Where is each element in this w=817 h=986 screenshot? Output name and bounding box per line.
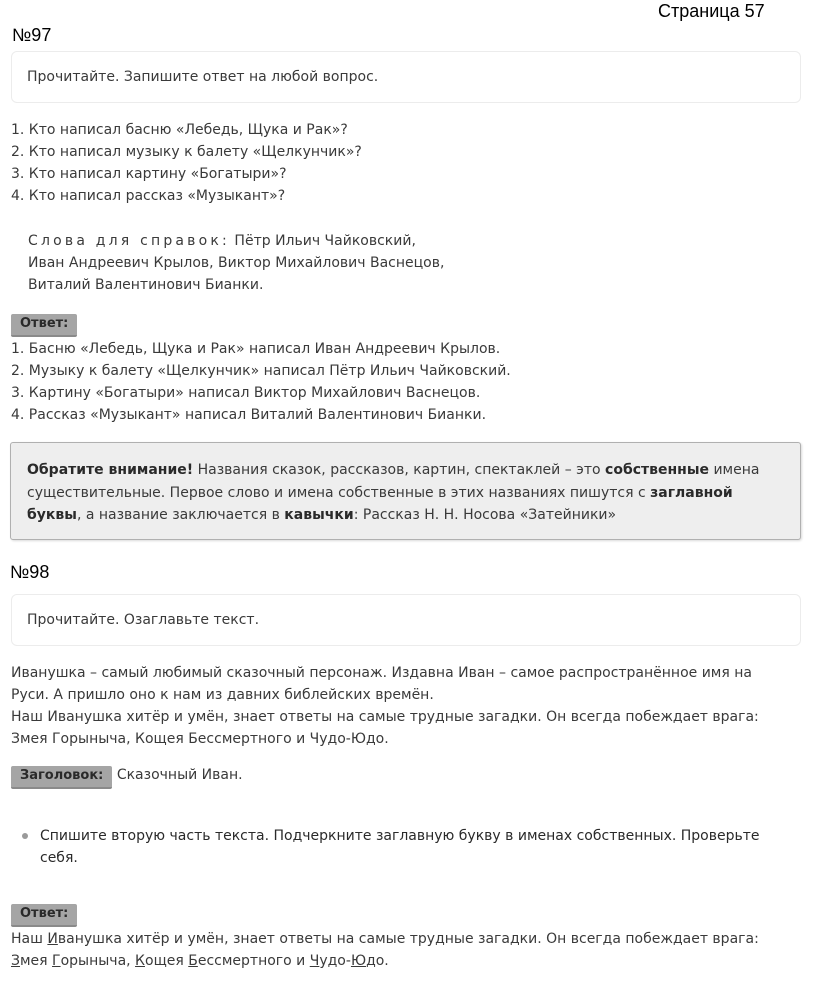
exercise-98-answer-badge xyxy=(11,902,77,927)
underlined-capital: Ю xyxy=(350,953,367,969)
exercise-97-answers xyxy=(11,338,511,426)
note-bold-2: собственные xyxy=(605,462,709,478)
note-text-2: имена существительные. Первое слово и имена собственные в этих названиях пишутся с xyxy=(27,462,760,501)
question-4: 4. Кто написал рассказ «Музыкант»? xyxy=(11,188,286,204)
note-text-1: Названия сказок, рассказов, картин, спектаклей – это xyxy=(193,462,606,478)
title-value: Сказочный Иван. xyxy=(116,767,243,783)
exercise-98-task: Прочитайте. Озаглавьте текст. xyxy=(27,612,260,628)
answer-3: 3. Картину «Богатыри» написал Виктор Михайлович Васнецов. xyxy=(11,385,481,401)
exercise-98-task-box xyxy=(11,594,801,646)
reference-line-2: Иван Андреевич Крылов, Виктор Михайлович Васнецов, xyxy=(28,255,445,271)
question-2: 2. Кто написал музыку к балету «Щелкунчик»? xyxy=(11,144,362,160)
exercise-97-number: №97 xyxy=(12,25,52,45)
answer-4: 4. Рассказ «Музыкант» написал Виталий Валентинович Бианки. xyxy=(11,407,487,423)
underlined-capital: И xyxy=(47,931,58,947)
answer-1: 1. Басню «Лебедь, Щука и Рак» написал Иван Андреевич Крылов. xyxy=(11,341,501,357)
exercise-98-answer xyxy=(11,928,759,972)
title-label: Заголовок: xyxy=(11,766,112,789)
question-3: 3. Кто написал картину «Богатыри»? xyxy=(11,166,287,182)
attention-note xyxy=(10,442,801,540)
answer-line-1 xyxy=(11,928,759,950)
reference-words xyxy=(28,230,444,296)
note-text-3: , а название заключается в xyxy=(76,507,285,523)
note-bold-1: Обратите внимание! xyxy=(27,462,194,478)
exercise-97-task: Прочитайте. Запишите ответ на любой вопрос. xyxy=(27,69,379,85)
exercise-97-answer-badge xyxy=(11,312,77,337)
text-line-4: Змея Горыныча, Кощея Бессмертного и Чудо-Юдо. xyxy=(11,731,389,747)
question-1: 1. Кто написал басню «Лебедь, Щука и Рак»? xyxy=(11,122,348,138)
note-bold-4: кавычки xyxy=(284,507,354,523)
underlined-capital: Б xyxy=(188,953,198,969)
bullet-text: Спишите вторую часть текста. Подчеркните заглавную букву в именах собственных. Проверьте себя. xyxy=(40,828,760,866)
answer-label: Ответ: xyxy=(11,314,77,337)
exercise-98-number: №98 xyxy=(10,562,50,582)
exercise-98-text xyxy=(11,662,759,750)
underlined-capital: К xyxy=(135,953,145,969)
text-line-2: Руси. А пришло оно к нам из давних библейских времён. xyxy=(11,687,434,703)
answer-text: ессмертного и xyxy=(197,953,310,969)
bullet-dot xyxy=(22,833,28,839)
answer-text: до. xyxy=(366,953,389,969)
page-number: Страница 57 xyxy=(658,1,765,21)
note-bold-3: заглавной буквы xyxy=(27,484,733,523)
underlined-capital: З xyxy=(11,953,20,969)
reference-label: Слова для справок: xyxy=(28,233,230,249)
text-line-3: Наш Иванушка хитёр и умён, знает ответы на самые трудные загадки. Он всегда побеждает врага: xyxy=(11,709,759,725)
underlined-capital: Г xyxy=(52,953,61,969)
note-text-4: : Рассказ Н. Н. Носова «Затейники» xyxy=(353,507,617,523)
exercise-97-questions xyxy=(11,119,362,207)
answer-text: ощея xyxy=(145,953,189,969)
answer-label-98: Ответ: xyxy=(11,904,77,927)
answer-text: мея xyxy=(19,953,53,969)
answer-text: Наш xyxy=(11,931,48,947)
answer-2: 2. Музыку к балету «Щелкунчик» написал Пётр Ильич Чайковский. xyxy=(11,363,511,379)
exercise-97-task-box xyxy=(11,51,801,103)
answer-text: орыныча, xyxy=(60,953,136,969)
title-row xyxy=(11,766,243,789)
answer-text: ванушка хитёр и умён, знает ответы на самые трудные загадки. Он всегда побеждает врага: xyxy=(57,931,759,947)
text-line-1: Иванушка – самый любимый сказочный персонаж. Издавна Иван – самое распространённое имя на xyxy=(11,665,752,681)
underlined-capital: Ч xyxy=(309,953,320,969)
answer-line-2 xyxy=(11,950,759,972)
reference-line-3: Виталий Валентинович Бианки. xyxy=(28,277,264,293)
answer-text: удо- xyxy=(319,953,351,969)
reference-line-1: Пётр Ильич Чайковский, xyxy=(229,233,416,249)
